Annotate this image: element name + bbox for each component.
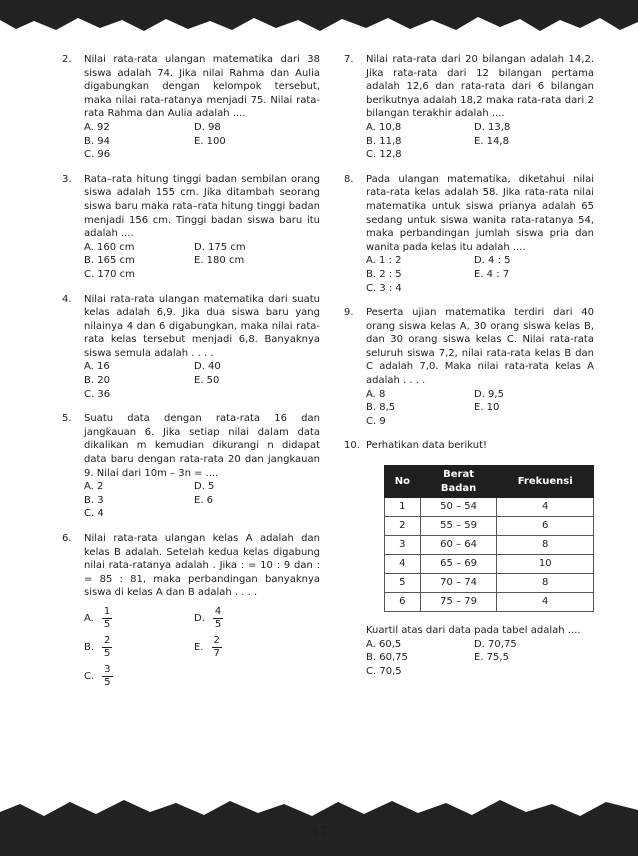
option-a[interactable]: A. 92 (84, 121, 110, 133)
question-number: 9. (344, 307, 354, 319)
question-text: Rata–rata hitung tinggi badan sembilan orang siswa adalah 155 cm. Jika ditambah seorang siswa baru maka rata–rata hitung tinggi badan menjadi 156 cm. Tinggi badan siswa baru itu adalah .... (84, 173, 320, 240)
table-cell: 4 (385, 555, 421, 574)
option-e[interactable]: E. 4 : 7 (474, 268, 510, 280)
question-text: Suatu data dengan rata-rata 16 dan jangkauan 6. Jika setiap nilai dalam data dikalikan m kemudian dikurangi n didapat data baru dengan rata-rata 20 dan jangkauan 9. Nilai dari 10m – 3n = .... (84, 413, 320, 479)
question-number: 10. (344, 440, 360, 452)
table-cell: 50 – 54 (420, 498, 497, 517)
option-c[interactable]: C. 36 (84, 388, 111, 400)
numerator: 3 (104, 663, 111, 675)
option-b[interactable]: B. 8,5 (366, 402, 396, 414)
option-b[interactable]: B. 11,8 (366, 135, 402, 147)
option-b[interactable]: B. 3 (84, 494, 104, 506)
data-table (384, 465, 594, 612)
table-row (385, 555, 594, 574)
option-c[interactable]: C. 4 (84, 508, 104, 520)
table-row (385, 574, 594, 593)
numerator: 4 (214, 605, 222, 617)
table-cell: 6 (385, 593, 421, 612)
answer-options (84, 121, 320, 162)
table-cell: 4 (497, 593, 594, 612)
option-b[interactable]: B. 165 cm (84, 255, 135, 267)
right-column (344, 53, 594, 690)
option-a[interactable]: A. 1 : 2 (366, 255, 402, 267)
fraction (212, 635, 222, 660)
fraction (102, 664, 112, 689)
table-row (385, 498, 594, 517)
denominator: 5 (103, 618, 111, 630)
question-number: 8. (344, 173, 354, 185)
header-frekuensi: Frekuensi (497, 466, 594, 498)
question-4 (62, 293, 320, 402)
question-6 (62, 532, 320, 689)
table-cell: 1 (385, 498, 421, 517)
option-a[interactable] (84, 606, 194, 631)
table-cell: 75 – 79 (420, 593, 497, 612)
option-e[interactable] (194, 635, 304, 660)
option-a[interactable]: A. 16 (84, 361, 110, 373)
question-number: 7. (344, 54, 354, 65)
option-d[interactable]: D. 4 : 5 (474, 255, 511, 267)
answer-options (366, 388, 594, 429)
question-text: Nilai rata-rata ulangan kelas A adalah dan kelas B adalah. Setelah kedua kelas digabung nilai rata-ratanya adalah . Jika : = 10 : 9 dan : = 85 : 81, maka perbandingan banyaknya siswa di kelas A dan B adalah . . . . (84, 533, 320, 599)
option-a[interactable]: A. 2 (84, 481, 104, 493)
option-c[interactable]: C. 12,8 (366, 149, 402, 161)
header-no: No (385, 466, 421, 498)
table-cell: 2 (385, 517, 421, 536)
option-e[interactable]: E. 10 (474, 402, 500, 414)
answer-options (366, 638, 594, 679)
answer-options (84, 606, 320, 689)
option-d[interactable]: D. 5 (194, 481, 215, 493)
question-3 (62, 173, 320, 282)
question-7 (344, 53, 594, 162)
numerator: 2 (213, 634, 220, 646)
option-d[interactable]: D. 40 (194, 361, 221, 373)
denominator: 5 (104, 676, 111, 688)
option-a[interactable]: A. 8 (366, 388, 386, 400)
table-cell: 8 (497, 536, 594, 555)
answer-options (84, 241, 320, 282)
question-text: Perhatikan data berikut! (366, 440, 488, 452)
option-letter: E. (194, 641, 204, 653)
option-c[interactable]: C. 3 : 4 (366, 282, 402, 294)
denominator: 5 (214, 618, 222, 630)
option-d[interactable]: D. 9,5 (474, 388, 504, 400)
question-number: 4. (62, 293, 72, 305)
bottom-torn-border (0, 792, 638, 856)
option-b[interactable]: B. 20 (84, 375, 110, 387)
table-cell: 65 – 69 (420, 555, 497, 574)
question-10 (344, 439, 594, 678)
question-number: 6. (62, 533, 72, 544)
question-text: Peserta ujian matematika terdiri dari 40 orang siswa kelas A, 30 orang siswa kelas B, dan 30 orang siswa kelas C. Nilai rata-rata seluruh siswa 7,2, nilai rata-rata kelas B dan C adalah 7,0. Maka nilai rata-rata kelas A adalah . . . . (366, 307, 594, 387)
option-e[interactable]: E. 100 (194, 135, 226, 147)
table-row (385, 517, 594, 536)
question-5 (62, 412, 320, 521)
option-d[interactable]: D. 98 (194, 121, 221, 133)
question-followup-text: Kuartil atas dari data pada tabel adalah .... (366, 625, 581, 637)
table-row (385, 536, 594, 555)
fraction (213, 606, 223, 631)
option-c[interactable]: C. 9 (366, 415, 386, 427)
question-text: Pada ulangan matematika, diketahui nilai rata-rata kelas adalah 58. Jika rata-rata nilai matematika untuk siswa prianya adalah 65 sedang untuk siswa wanita rata-ratanya 54, maka perbandingan jumlah siswa pria dan wanita pada kelas itu adalah .... (366, 173, 594, 253)
option-c[interactable]: C. 70,5 (366, 666, 402, 677)
option-b[interactable]: B. 60,75 (366, 652, 408, 664)
option-d[interactable] (194, 606, 304, 631)
question-number: 2. (62, 54, 72, 65)
option-b[interactable] (84, 635, 194, 660)
option-a[interactable]: A. 160 cm (84, 241, 135, 253)
table-cell: 3 (385, 536, 421, 555)
table-cell: 60 – 64 (420, 536, 497, 555)
answer-options (84, 480, 320, 521)
table-cell: 6 (497, 517, 594, 536)
answer-options (366, 121, 594, 162)
left-column (62, 53, 320, 700)
table-cell: 55 – 59 (420, 517, 497, 536)
option-letter: D. (194, 612, 205, 624)
question-text: Nilai rata-rata ulangan matematika dari 38 siswa adalah 74. Jika nilai Rahma dan Aulia digabungkan dengan kelompok tersebut, maka nilai rata-ratanya menjadi 75. Nilai rata-rata Rahma dan Aulia adalah .... (84, 54, 320, 120)
answer-options (84, 360, 320, 401)
table-cell: 8 (497, 574, 594, 593)
page-number: 37 (309, 825, 329, 840)
option-e[interactable]: E. 75,5 (474, 652, 509, 664)
numerator: 2 (104, 634, 111, 646)
option-d[interactable]: D. 70,75 (474, 638, 517, 650)
denominator: 7 (213, 647, 220, 659)
numerator: 1 (103, 605, 111, 617)
option-e[interactable]: E. 50 (194, 375, 220, 387)
table-row (385, 593, 594, 612)
option-letter: B. (84, 641, 95, 653)
option-e[interactable]: E. 180 cm (194, 255, 245, 267)
option-c[interactable]: C. 96 (84, 149, 111, 161)
option-a[interactable]: A. 60,5 (366, 638, 402, 650)
fraction (102, 606, 112, 631)
header-berat-badan: Berat Badan (420, 466, 497, 498)
option-b[interactable]: B. 2 : 5 (366, 268, 402, 280)
denominator: 5 (104, 647, 111, 659)
option-c[interactable]: C. 170 cm (84, 268, 135, 280)
option-d[interactable]: D. 175 cm (194, 241, 246, 253)
question-2 (62, 53, 320, 162)
question-text: Nilai rata-rata dari 20 bilangan adalah 14,2. Jika rata-rata dari 12 bilangan pertama adalah 12,6 dan rata-rata dari 6 bilangan berikutnya adalah 18,2 maka rata-rata dari 2 bilangan terakhir adalah .... (366, 54, 594, 120)
option-e[interactable]: E. 6 (194, 494, 214, 506)
question-number: 5. (62, 413, 72, 425)
table-cell: 10 (497, 555, 594, 574)
option-d[interactable]: D. 13,8 (474, 121, 511, 133)
fraction (102, 635, 112, 660)
top-torn-border (0, 0, 638, 40)
question-number: 3. (62, 173, 72, 185)
question-9 (344, 306, 594, 428)
option-letter: A. (84, 612, 94, 624)
table-cell: 70 – 74 (420, 574, 497, 593)
question-8 (344, 173, 594, 295)
option-e[interactable]: E. 14,8 (474, 135, 509, 147)
answer-options (366, 254, 594, 295)
option-c[interactable] (84, 664, 194, 689)
table-cell: 5 (385, 574, 421, 593)
table-header-row (385, 466, 594, 498)
option-b[interactable]: B. 94 (84, 135, 110, 147)
table-cell: 4 (497, 498, 594, 517)
option-a[interactable]: A. 10,8 (366, 121, 402, 133)
option-letter: C. (84, 670, 95, 682)
question-text: Nilai rata-rata ulangan matematika dari suatu kelas adalah 6,9. Jika dua siswa baru yang nilainya 4 dan 6 digabungkan, maka nilai rata-rata kelas tersebut menjadi 6,8. Banyaknya siswa semula adalah . . . . (84, 293, 320, 359)
